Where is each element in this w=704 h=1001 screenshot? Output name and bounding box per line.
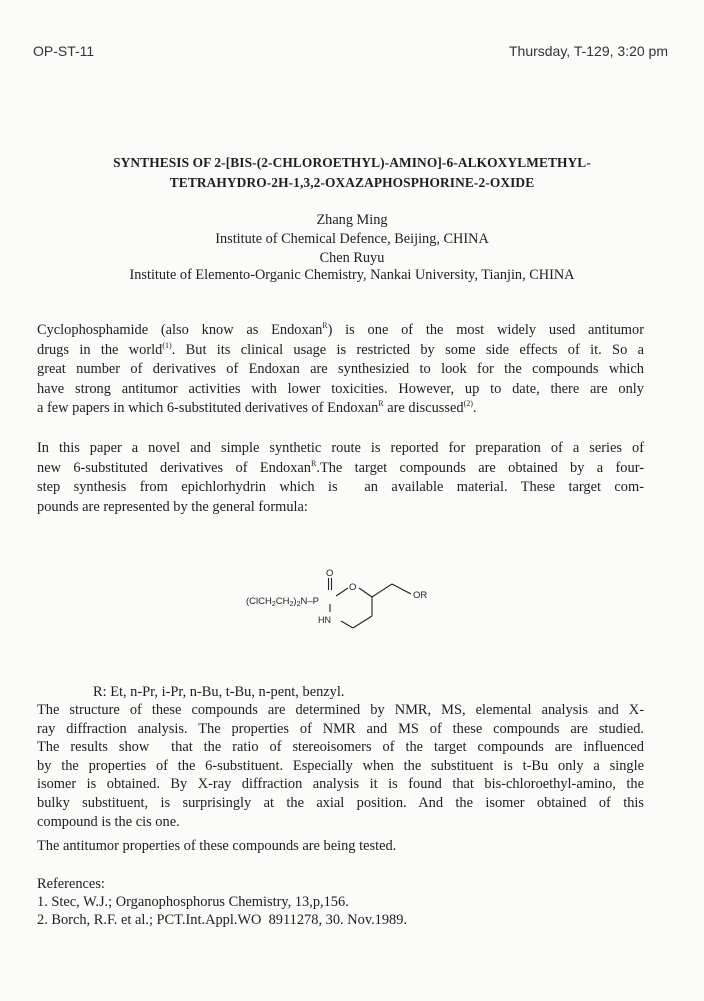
reference-item: 2. Borch, R.F. et al.; PCT.Int.Appl.WO 8911278, 30. Nov.1989. [37, 912, 408, 928]
text-line: pounds are represented by the general formula: [37, 498, 308, 515]
title-line-2: TETRAHYDRO-2H-1,3,2-OXAZAPHOSPHORINE-2-OXIDE [169, 175, 535, 190]
text-line: great number of derivatives of Endoxan are synthesizied to look for the compounds which [37, 361, 644, 377]
session-code: OP-ST-11 [33, 43, 95, 59]
author-affiliation: Institute of Elemento-Organic Chemistry, Nankai University, Tianjin, CHINA [129, 267, 575, 283]
bis-chloroethyl-amino: $(ClCH_2CH_2)_2N-P$ [246, 596, 319, 608]
author-affiliation: Institute of Chemical Defence, Beijing, CHINA [215, 231, 489, 247]
hn-group: HN [318, 615, 331, 625]
text-line: step synthesis from epichlorhydrin which is an available material. These target com- [37, 479, 644, 495]
text-line: bulky substituent, is surprisingly at the axial position. And the isomer obtained of this [37, 794, 644, 811]
bond-ch2-or [392, 584, 411, 594]
author-name: Zhang Ming [316, 212, 388, 228]
text-line: by the properties of the 6-substituent. Especially when the substituent is t-Bu only a single [37, 757, 644, 774]
references [37, 875, 407, 929]
carbonyl-oxygen: O [326, 568, 334, 579]
bond-c5-c4 [353, 616, 372, 628]
text-line: Cyclophosphamide (also know as Endoxan$^R$) is one of the most widely used antitumor [37, 321, 644, 338]
text-line: The results show that the ratio of stereoisomers of the target compounds are influenced [37, 739, 644, 756]
text-line: In this paper a novel and simple synthetic route is reported for preparation of a series of [37, 440, 644, 456]
bond-c4-n [341, 621, 353, 628]
results-paragraph [37, 701, 644, 831]
text-line: isomer is obtained. By X-ray diffraction analysis it is found that bis-chloroethyl-amino, the [37, 776, 644, 793]
bond-c6-ch2 [372, 584, 392, 597]
text-line: compound is the cis one. [37, 813, 180, 830]
bond-o-c6 [359, 588, 372, 597]
title-line-1: SYNTHESIS OF 2-[BIS-(2-CHLOROETHYL)-AMINO]-6-ALKOXYLMETHYL- [113, 155, 591, 170]
text-line: a few papers in which 6-substituted derivatives of Endoxan$^R$ are discussed$^{(2)}$. [37, 399, 477, 416]
author-name: Chen Ruyu [319, 250, 385, 266]
text-line: The structure of these compounds are determined by NMR, MS, elemental analysis and X- [37, 702, 644, 718]
or-group: OR [413, 590, 428, 601]
session-schedule: Thursday, T-129, 3:20 pm [508, 43, 668, 59]
bond-p-o [336, 588, 348, 596]
ring-oxygen: O [349, 582, 357, 593]
text-line: new 6-substituted derivatives of Endoxan$^R$.The target compounds are obtained by a four- [37, 458, 644, 476]
reference-item: 1. Stec, W.J.; Organophosphorus Chemistry, 13,p,156. [37, 894, 349, 910]
r-groups-list: R: Et, n-Pr, i-Pr, n-Bu, t-Bu, n-pent, benzyl. [93, 684, 345, 700]
text-line: drugs in the world$^{(1)}$. But its clinical usage is restricted by some side effects of it. So a [37, 340, 644, 358]
testing-note: The antitumor properties of these compounds are being tested. [37, 838, 397, 854]
text-line: have strong antitumor activities with lower toxicities. However, up to date, there are only [37, 380, 644, 397]
references-heading: References: [37, 876, 105, 892]
text-line: ray diffraction analysis. The properties of NMR and MS of these compounds are studied. [37, 720, 644, 737]
